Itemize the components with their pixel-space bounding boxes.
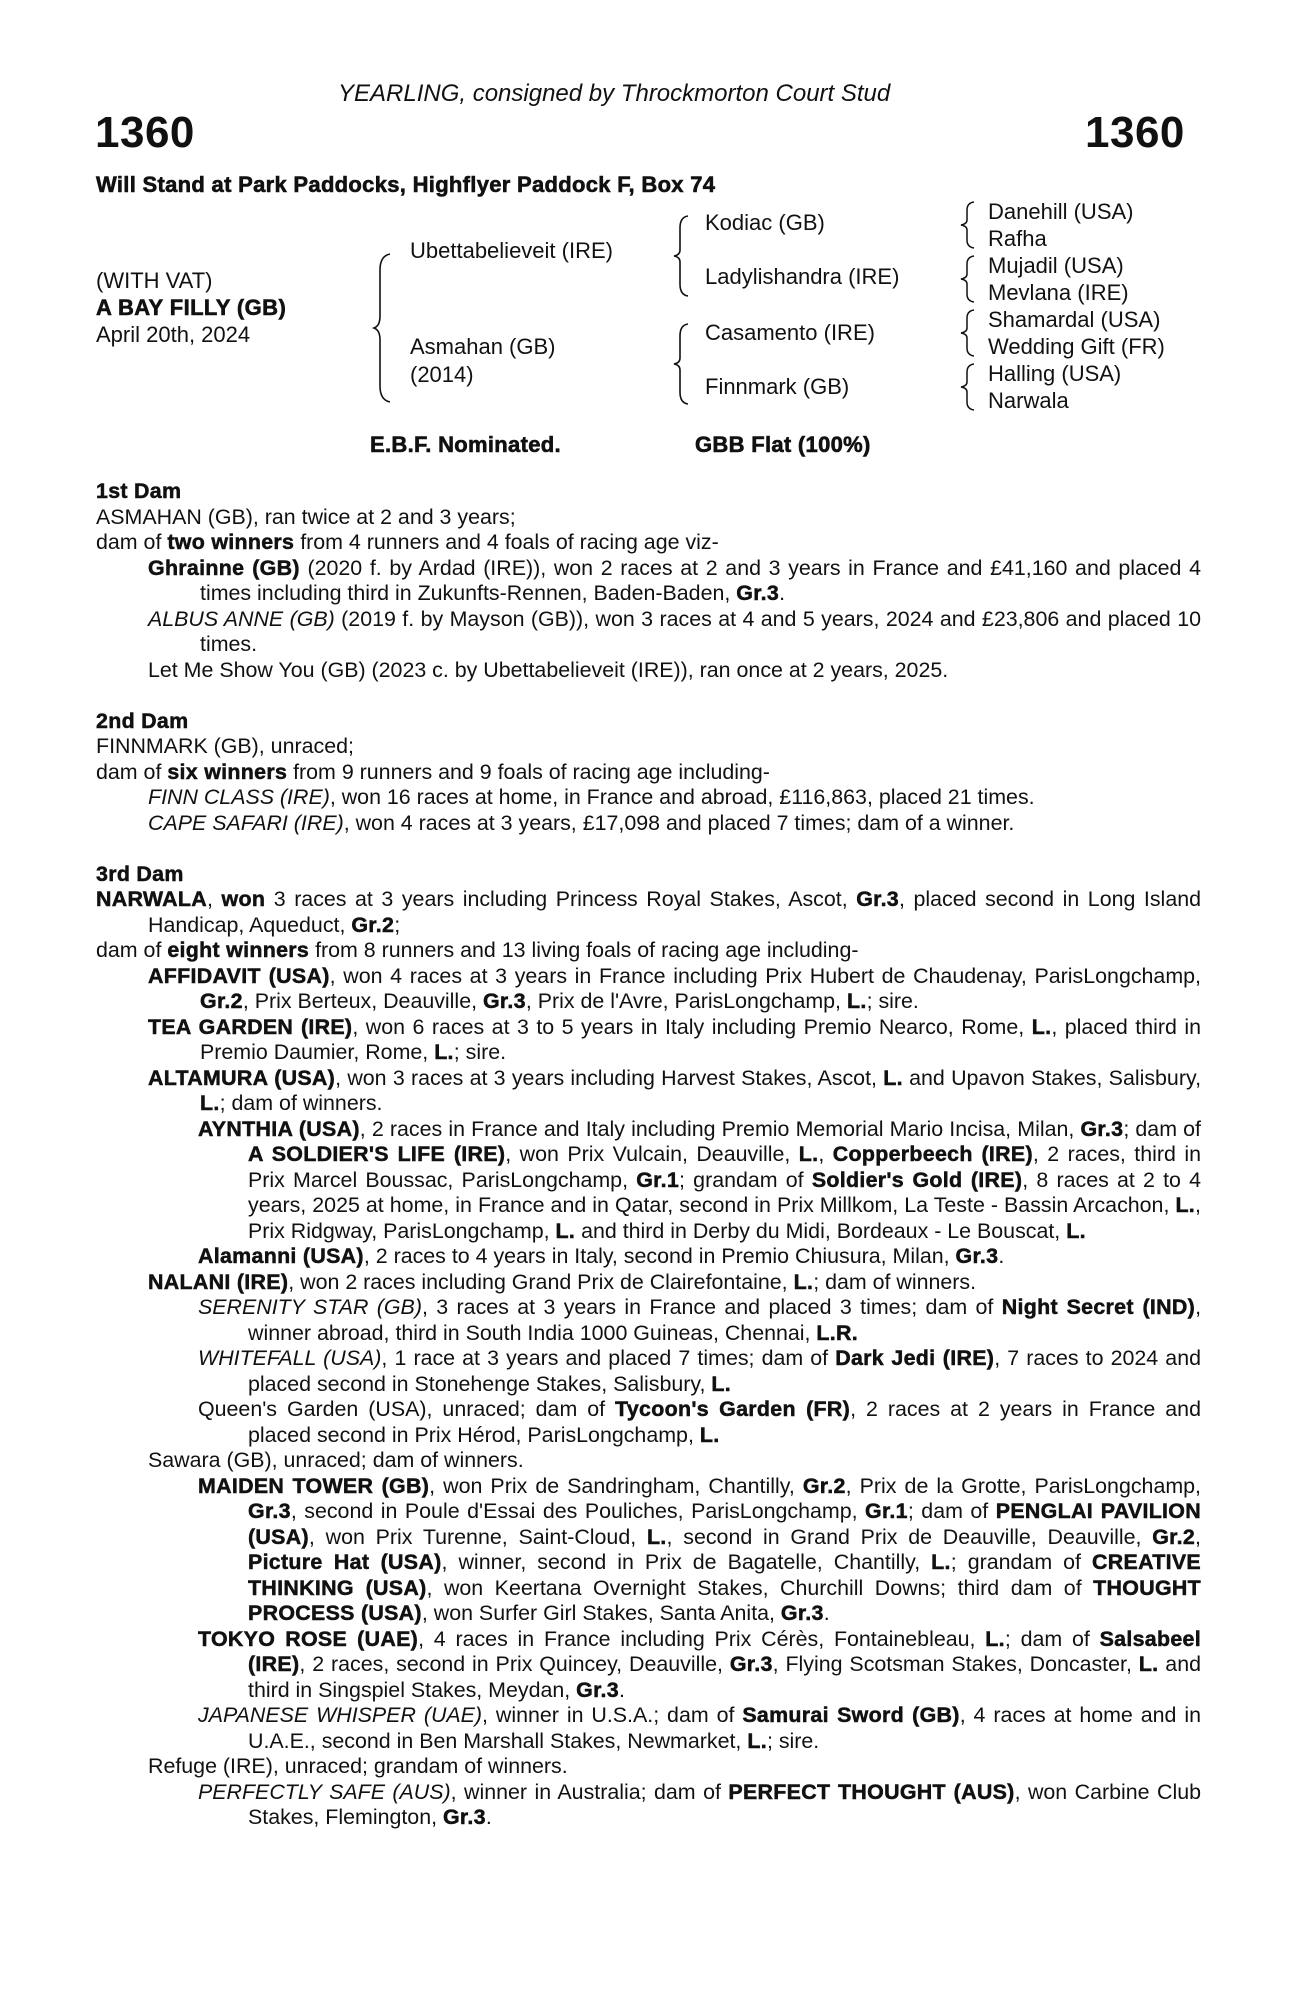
ebf-nominated: E.B.F. Nominated. bbox=[370, 432, 561, 457]
italic-text: JAPANESE WHISPER (UAE) bbox=[198, 1703, 483, 1727]
horse-name: A BAY FILLY (GB) bbox=[96, 295, 287, 320]
text-run: , Prix Berteux, Deauville, bbox=[242, 989, 483, 1013]
produce-record bbox=[198, 1117, 1201, 1245]
great-grandparent: Halling (USA) bbox=[988, 361, 1122, 386]
bold-text: MAIDEN TOWER (GB) bbox=[198, 1473, 430, 1498]
text-run: , won 3 races at 3 years including Harvest Stakes, Ascot, bbox=[335, 1065, 884, 1090]
text-run: and third in Derby du Midi, Bordeaux - Le Bouscat, bbox=[575, 1218, 1067, 1243]
text-run: , placed third in Premio Daumier, Rome, bbox=[200, 1014, 1201, 1064]
italic-text: WHITEFALL (USA) bbox=[198, 1346, 382, 1370]
bold-text: Ghrainne (GB) bbox=[148, 555, 300, 580]
section-title: 2nd Dam bbox=[96, 708, 189, 733]
bold-text: L. bbox=[699, 1422, 720, 1447]
bold-text: Gr.3 bbox=[729, 1652, 773, 1676]
italic-text: FINN CLASS (IRE) bbox=[148, 785, 330, 809]
brace-gg-3 bbox=[958, 308, 978, 358]
text-run: dam of bbox=[96, 938, 168, 962]
bold-text: L. bbox=[1066, 1218, 1086, 1243]
produce-record bbox=[148, 811, 1201, 837]
produce-record bbox=[198, 1295, 1201, 1346]
text-run: , winner in U.S.A.; dam of bbox=[482, 1703, 743, 1727]
bold-text: Night Secret (IND) bbox=[1001, 1295, 1196, 1319]
bold-text: Gr.3 bbox=[955, 1244, 999, 1268]
text-run: , 1 race at 3 years and placed 7 times; dam of bbox=[381, 1346, 836, 1370]
text-run: from 9 runners and 9 foals of racing age including- bbox=[287, 759, 770, 784]
text-run: , won Prix de Sandringham, Chantilly, bbox=[429, 1473, 803, 1498]
text-run: Refuge (IRE), unraced; grandam of winners. bbox=[148, 1754, 568, 1778]
bold-text: Tycoon's Garden (FR) bbox=[615, 1397, 851, 1421]
bold-text: Gr.3 bbox=[482, 989, 526, 1013]
sire-name: Ubettabelieveit (IRE) bbox=[410, 238, 613, 263]
bold-text: L. bbox=[846, 989, 867, 1013]
bold-text: TEA GARDEN (IRE) bbox=[148, 1014, 353, 1039]
italic-text: ALBUS ANNE (GB) bbox=[148, 606, 335, 631]
text-run: , Flying Scotsman Stakes, Doncaster, bbox=[772, 1652, 1139, 1676]
gbb-flat: GBB Flat (100%) bbox=[695, 432, 871, 457]
produce-record bbox=[96, 530, 1201, 556]
text-run: and Upavon Stakes, Salisbury, bbox=[902, 1065, 1202, 1090]
text-run: (2020 f. by Ardad (IRE)), won 2 races at 2 and 3 years in France and £41,160 and placed 4 times including third in Zukunfts-Rennen, Baden-Baden, bbox=[200, 555, 1201, 605]
produce-record bbox=[198, 1397, 1201, 1448]
produce-record bbox=[96, 734, 1201, 760]
great-grandparent: Danehill (USA) bbox=[988, 199, 1134, 224]
vat-note: (WITH VAT) bbox=[96, 268, 213, 293]
produce-record bbox=[198, 1703, 1201, 1754]
dam-year: (2014) bbox=[410, 362, 474, 387]
text-run: ; grandam of bbox=[679, 1167, 812, 1192]
produce-record bbox=[148, 1066, 1201, 1117]
bold-text: Gr.3 bbox=[442, 1805, 486, 1829]
text-run: ; sire. bbox=[453, 1040, 507, 1064]
section-title: 1st Dam bbox=[96, 479, 182, 503]
text-run: , winner abroad, third in South India 1000 Guineas, Chennai, bbox=[248, 1295, 1202, 1345]
bold-text: eight winners bbox=[167, 938, 310, 962]
produce-record bbox=[96, 760, 1201, 786]
bold-text: NARWALA bbox=[96, 887, 208, 911]
text-run: , 3 races at 3 years in France and placed 3 times; dam of bbox=[421, 1295, 1002, 1319]
great-grandparent: Rafha bbox=[988, 226, 1047, 251]
bold-text: PENGLAI PAVILION (USA) bbox=[248, 1499, 1201, 1549]
dam-line-details bbox=[96, 479, 1201, 1856]
text-run: , bbox=[818, 1142, 833, 1166]
italic-text: CAPE SAFARI (IRE) bbox=[148, 810, 344, 835]
bold-text: Soldier's Gold (IRE) bbox=[811, 1167, 1023, 1192]
grandsire-paternal: Kodiac (GB) bbox=[705, 210, 825, 235]
bold-text: Gr.3 bbox=[248, 1499, 291, 1523]
text-run: , winner, second in Prix de Bagatelle, Chantilly, bbox=[441, 1550, 932, 1574]
section-title: 3rd Dam bbox=[96, 861, 184, 886]
great-grandparent: Narwala bbox=[988, 388, 1069, 413]
text-run: . bbox=[779, 581, 786, 605]
text-run: ; dam of bbox=[1123, 1116, 1202, 1141]
produce-record bbox=[198, 1346, 1201, 1397]
bold-text: won bbox=[221, 887, 266, 911]
italic-text: PERFECTLY SAFE (AUS) bbox=[198, 1779, 451, 1804]
bold-text: Gr.2 bbox=[1152, 1524, 1196, 1549]
text-run: , Prix de la Grotte, ParisLongchamp, bbox=[845, 1473, 1202, 1498]
bold-text: two winners bbox=[167, 530, 295, 554]
bold-text: L. bbox=[793, 1269, 814, 1294]
bold-text: Samurai Sword (GB) bbox=[742, 1703, 960, 1727]
text-run: ; dam of bbox=[1004, 1626, 1100, 1651]
bold-text: PERFECT THOUGHT (AUS) bbox=[728, 1779, 1015, 1804]
text-run: (2019 f. by Mayson (GB)), won 3 races at 4 and 5 years, 2024 and £23,806 and placed 10 times. bbox=[200, 606, 1201, 656]
text-run: , second in Poule d'Essai des Pouliches, ParisLongchamp, bbox=[290, 1499, 866, 1523]
produce-record bbox=[148, 1754, 1201, 1780]
dam-section bbox=[96, 709, 1201, 837]
bold-text: L. bbox=[883, 1065, 903, 1090]
text-run: , bbox=[207, 887, 222, 911]
text-run: , won 4 races at 3 years in France including Prix Hubert de Chaudenay, ParisLongchamp, bbox=[329, 963, 1201, 988]
bold-text: Gr.3 bbox=[736, 581, 780, 605]
bold-text: TOKYO ROSE (UAE) bbox=[198, 1626, 419, 1651]
bold-text: L. bbox=[646, 1524, 667, 1549]
text-run: , 2 races, third in Prix Marcel Boussac, ParisLongchamp, bbox=[248, 1142, 1201, 1192]
text-run: , won 6 races at 3 to 5 years in Italy including Premio Nearco, Rome, bbox=[352, 1014, 1032, 1039]
text-run: , won Prix Turenne, Saint-Cloud, bbox=[308, 1524, 647, 1549]
text-run: . bbox=[998, 1244, 1005, 1268]
bold-text: Copperbeech (IRE) bbox=[832, 1142, 1033, 1166]
bold-text: A SOLDIER'S LIFE (IRE) bbox=[248, 1142, 506, 1166]
produce-record bbox=[198, 1474, 1201, 1627]
brace-gg-1 bbox=[958, 200, 978, 250]
produce-record bbox=[148, 964, 1201, 1015]
produce-record bbox=[96, 505, 1201, 531]
bold-text: AYNTHIA (USA) bbox=[198, 1116, 360, 1141]
great-grandparent: Shamardal (USA) bbox=[988, 307, 1161, 332]
text-run: , second in Grand Prix de Deauville, Deauville, bbox=[666, 1524, 1153, 1549]
brace-dam-parents bbox=[672, 322, 692, 406]
bold-text: CREATIVE THINKING (USA) bbox=[248, 1550, 1201, 1600]
text-run: , 7 races to 2024 and placed second in Stonehenge Stakes, Salisbury, bbox=[248, 1346, 1201, 1396]
dam-section bbox=[96, 862, 1201, 1831]
text-run: , won Carbine Club Stakes, Flemington, bbox=[248, 1779, 1201, 1829]
produce-record bbox=[198, 1244, 1201, 1270]
text-run: Queen's Garden (USA), unraced; dam of bbox=[198, 1397, 616, 1421]
bold-text: L. bbox=[1031, 1014, 1052, 1039]
bold-text: Gr.1 bbox=[636, 1167, 680, 1192]
dam-name: Asmahan (GB) bbox=[410, 334, 556, 359]
bold-text: NALANI (IRE) bbox=[148, 1269, 289, 1294]
produce-record bbox=[148, 1270, 1201, 1296]
bold-text: L. bbox=[985, 1626, 1005, 1651]
bold-text: L. bbox=[555, 1218, 576, 1243]
granddam-maternal: Finnmark (GB) bbox=[705, 374, 850, 399]
bold-text: Dark Jedi (IRE) bbox=[835, 1346, 995, 1370]
produce-record bbox=[198, 1780, 1201, 1831]
text-run: , won 16 races at home, in France and abroad, £116,863, placed 21 times. bbox=[329, 785, 1035, 809]
text-run: , won Prix Vulcain, Deauville, bbox=[505, 1142, 799, 1166]
text-run: , won 2 races including Grand Prix de Clairefontaine, bbox=[288, 1269, 794, 1294]
produce-record bbox=[148, 556, 1201, 607]
consignment-line: YEARLING, consigned by Throckmorton Court Stud bbox=[338, 80, 891, 107]
lot-number-left: 1360 bbox=[95, 108, 195, 157]
bold-text: Gr.3 bbox=[856, 887, 900, 911]
bold-text: Gr.3 bbox=[1080, 1116, 1124, 1141]
stand-location: Will Stand at Park Paddocks, Highflyer Paddock F, Box 74 bbox=[96, 172, 716, 197]
text-run: and third in Singspiel Stakes, Meydan, bbox=[248, 1652, 1201, 1702]
text-run: , 4 races at home and in U.A.E., second in Ben Marshall Stakes, Newmarket, bbox=[248, 1703, 1201, 1753]
produce-record bbox=[148, 658, 1201, 684]
bold-text: THOUGHT PROCESS (USA) bbox=[248, 1575, 1202, 1625]
great-grandparent: Wedding Gift (FR) bbox=[988, 334, 1165, 359]
bold-text: Gr.3 bbox=[576, 1677, 619, 1702]
produce-record bbox=[148, 1448, 1201, 1474]
bold-text: AFFIDAVIT (USA) bbox=[148, 963, 330, 988]
foaling-date: April 20th, 2024 bbox=[96, 322, 251, 347]
text-run: , placed second in Long Island Handicap, Aqueduct, bbox=[148, 887, 1202, 937]
produce-record bbox=[96, 887, 1201, 938]
bold-text: Alamanni (USA) bbox=[198, 1244, 364, 1268]
bold-text: L. bbox=[434, 1040, 454, 1064]
text-run: ; sire. bbox=[766, 1728, 820, 1753]
text-run: , 4 races in France including Prix Cérès, Fontainebleau, bbox=[418, 1626, 986, 1651]
produce-record bbox=[148, 607, 1201, 658]
produce-record bbox=[96, 938, 1201, 964]
bold-text: L. bbox=[931, 1550, 951, 1574]
bold-text: Gr.1 bbox=[865, 1499, 908, 1523]
bold-text: six winners bbox=[167, 759, 288, 784]
text-run: . bbox=[485, 1805, 492, 1829]
bold-text: Gr.2 bbox=[200, 989, 243, 1013]
bold-text: L. bbox=[200, 1091, 220, 1115]
text-run: , winner in Australia; dam of bbox=[450, 1779, 729, 1804]
bold-text: Picture Hat (USA) bbox=[248, 1550, 442, 1574]
brace-parents bbox=[372, 252, 394, 404]
bold-text: L.R. bbox=[816, 1320, 859, 1345]
grandsire-maternal: Casamento (IRE) bbox=[705, 320, 875, 345]
text-run: dam of bbox=[96, 759, 168, 784]
bold-text: Gr.3 bbox=[780, 1601, 824, 1625]
bold-text: Gr.2 bbox=[802, 1473, 846, 1498]
bold-text: Salsabeel (IRE) bbox=[248, 1626, 1201, 1676]
text-run: , 2 races, second in Prix Quincey, Deauville, bbox=[299, 1652, 730, 1676]
bold-text: L. bbox=[1138, 1652, 1159, 1676]
text-run: Let Me Show You (GB) (2023 c. by Ubettabelieveit (IRE)), ran once at 2 years, 2025. bbox=[148, 657, 949, 682]
text-run: , Prix Ridgway, ParisLongchamp, bbox=[248, 1193, 1201, 1243]
text-run: , won 4 races at 3 years, £17,098 and placed 7 times; dam of a winner. bbox=[343, 810, 1015, 835]
text-run: FINNMARK (GB), unraced; bbox=[96, 734, 354, 758]
great-grandparent: Mevlana (IRE) bbox=[988, 280, 1129, 305]
text-run: 3 races at 3 years including Princess Royal Stakes, Ascot, bbox=[265, 887, 857, 911]
produce-record bbox=[148, 1015, 1201, 1066]
text-run: , 2 races to 4 years in Italy, second in Premio Chiusura, Milan, bbox=[363, 1244, 956, 1268]
produce-record bbox=[148, 785, 1201, 811]
bold-text: ALTAMURA (USA) bbox=[148, 1065, 336, 1090]
text-run: ; dam of bbox=[907, 1499, 996, 1523]
text-run: ; bbox=[394, 912, 401, 937]
dam-section bbox=[96, 479, 1201, 683]
bold-text: Gr.2 bbox=[351, 912, 395, 937]
bold-text: L. bbox=[747, 1728, 767, 1753]
text-run: ; dam of winners. bbox=[219, 1091, 383, 1115]
lot-number-right: 1360 bbox=[1085, 108, 1185, 157]
brace-gg-4 bbox=[958, 362, 978, 412]
text-run: , Prix de l'Avre, ParisLongchamp, bbox=[525, 989, 847, 1013]
text-run: , won Surfer Girl Stakes, Santa Anita, bbox=[421, 1601, 781, 1625]
bold-text: L. bbox=[711, 1371, 731, 1396]
text-run: dam of bbox=[96, 530, 168, 554]
brace-gg-2 bbox=[958, 254, 978, 304]
text-run: , 8 races at 2 to 4 years, 2025 at home, in France and in Qatar, second in Prix Millkom, La Teste - Bassin Arcachon, bbox=[248, 1167, 1202, 1217]
text-run: , won Keertana Overnight Stakes, Churchill Downs; third dam of bbox=[426, 1575, 1094, 1600]
great-grandparent: Mujadil (USA) bbox=[988, 253, 1124, 278]
text-run: ASMAHAN (GB), ran twice at 2 and 3 years; bbox=[96, 504, 516, 529]
italic-text: SERENITY STAR (GB) bbox=[198, 1295, 422, 1319]
produce-record bbox=[198, 1627, 1201, 1704]
text-run: ; sire. bbox=[866, 989, 919, 1013]
text-run: , 2 races in France and Italy including Premio Memorial Mario Incisa, Milan, bbox=[359, 1116, 1081, 1141]
bold-text: L. bbox=[1175, 1193, 1196, 1217]
text-run: from 4 runners and 4 foals of racing age viz- bbox=[294, 530, 719, 554]
bold-text: L. bbox=[798, 1142, 819, 1166]
text-run: , bbox=[1195, 1524, 1201, 1549]
text-run: ; dam of winners. bbox=[813, 1269, 977, 1294]
text-run: . bbox=[619, 1677, 625, 1702]
brace-sire-parents bbox=[672, 214, 692, 298]
text-run: Sawara (GB), unraced; dam of winners. bbox=[148, 1448, 524, 1472]
text-run: . bbox=[823, 1601, 830, 1625]
granddam-paternal: Ladylishandra (IRE) bbox=[705, 264, 900, 289]
text-run: from 8 runners and 13 living foals of racing age including- bbox=[309, 938, 859, 962]
text-run: , 2 races at 2 years in France and placed second in Prix Hérod, ParisLongchamp, bbox=[248, 1397, 1201, 1447]
text-run: ; grandam of bbox=[950, 1550, 1093, 1574]
